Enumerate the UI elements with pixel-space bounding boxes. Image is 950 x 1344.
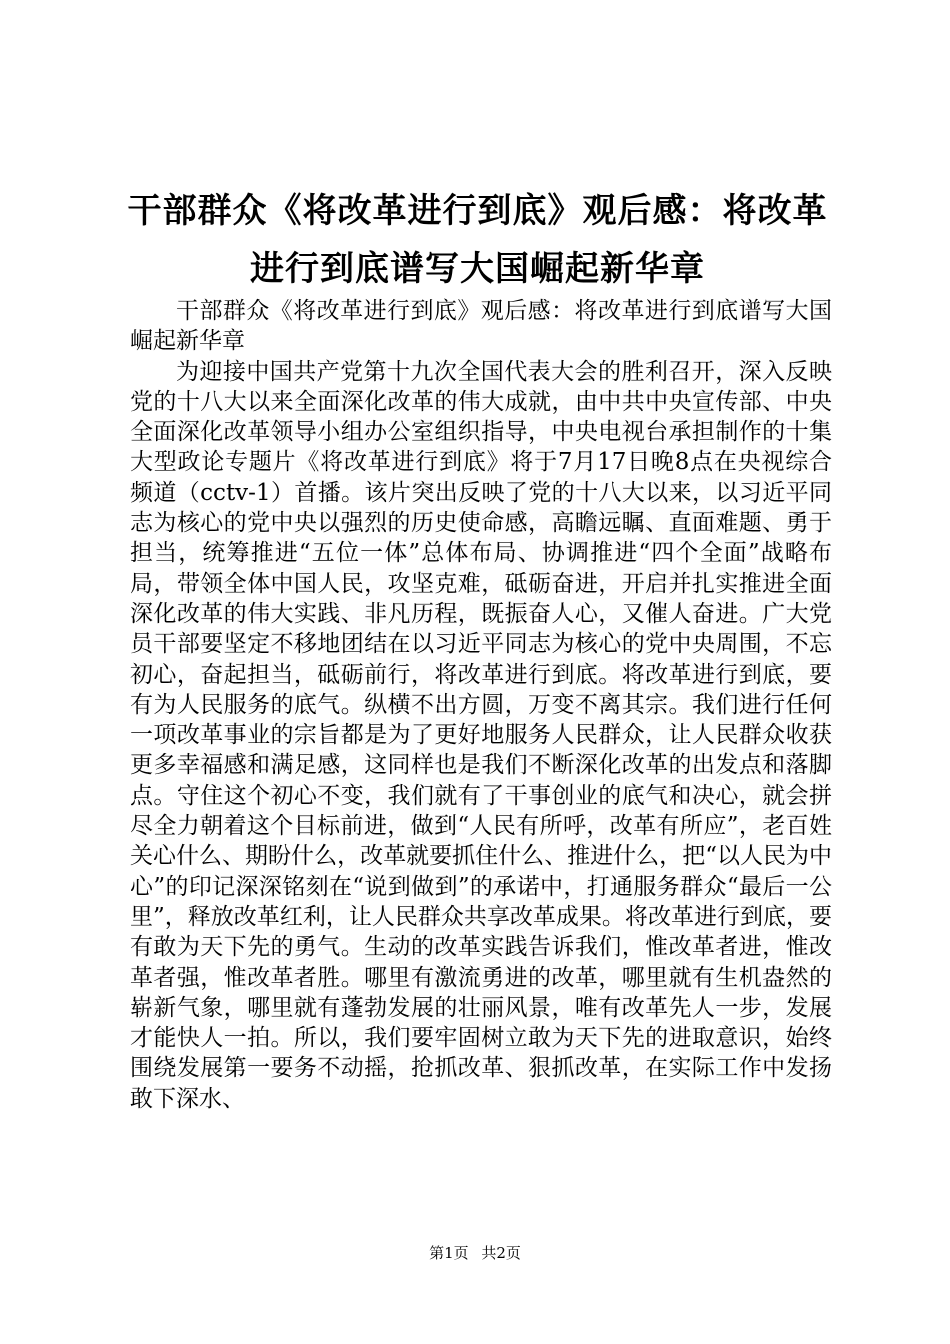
title-line-1: 干部群众《将改革进行到底》观后感：将改革 [127,191,828,231]
title-line-2: 进行到底谱写大国崛起新华章 [250,249,705,289]
page-total: 共2页 [481,1244,521,1262]
document-body [130,296,832,1114]
page-number: 第1页 [429,1244,469,1262]
document-title [120,182,835,298]
subtitle-paragraph: 干部群众《将改革进行到底》观后感：将改革进行到底谱写大国崛起新华章 [130,298,832,355]
body-paragraph: 为迎接中国共产党第十九次全国代表大会的胜利召开，深入反映党的十八大以来全面深化改革的伟大成就，由中共中央宣传部、中央全面深化改革领导小组办公室组织指导，中央电视台承担制作的十集大型政论专题片《将改革进行到底》将于7月17日晚8点在央视综合频道（cctv-1）首播。该片突出反映了党的十八大以来，以习近平同志为核心的党中央以强烈的历史使命感，高瞻远瞩、直面难题、勇于担当，统筹推进“五位一体”总体布局、协调推进“四个全面”战略布局，带领全体中国人民，攻坚克难，砥砺奋进，开启并扎实推进全面深化改革的伟大实践、非凡历程，既振奋人心，又催人奋进。广大党员干部要坚定不移地团结在以习近平同志为核心的党中央周围，不忘初心，奋起担当，砥砺前行，将改革进行到底。将改革进行到底，要有为人民服务的底气。纵横不出方圆，万变不离其宗。我们进行任何一项改革事业的宗旨都是为了更好地服务人民群众，让人民群众收获更多幸福感和满足感，这同样也是我们不断深化改革的出发点和落脚点。守住这个初心不变，我们就有了干事创业的底气和决心，就会拼尽全力朝着这个目标前进，做到“人民有所呼，改革有所应”，老百姓关心什么、期盼什么，改革就要抓住什么、推进什么，把“以人民为中心”的印记深深铭刻在“说到做到”的承诺中，打通服务群众“最后一公里”，释放改革红利，让人民群众共享改革成果。将改革进行到底，要有敢为天下先的勇气。生动的改革实践告诉我们，惟改革者进，惟改革者强，惟改革者胜。哪里有激流勇进的改革，哪里就有生机盎然的崭新气象，哪里就有蓬勃发展的壮丽风景，唯有改革先人一步，发展才能快人一拍。所以，我们要牢固树立敢为天下先的进取意识，始终围绕发展第一要务不动摇，抢抓改革、狠抓改革，在实际工作中发扬敢下深水、 [130,358,832,1112]
page-footer [0,1243,950,1263]
